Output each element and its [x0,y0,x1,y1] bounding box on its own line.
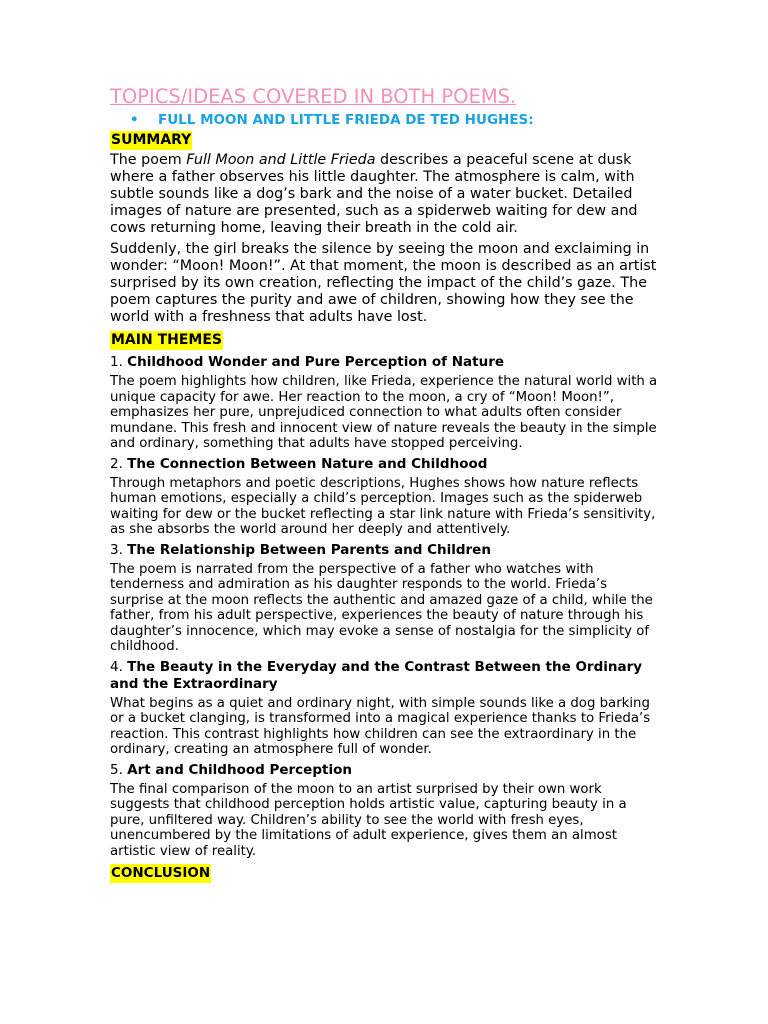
theme-heading [110,659,662,693]
conclusion-heading: CONCLUSION [111,865,211,881]
theme-text: The final comparison of the moon to an artist surprised by their own work suggests that childhood perception holds artistic value, capturing beauty in a pure, unfiltered way. Children’s ability to see the world with fresh eyes, unencumbered by the limitations of adult experience, gives them an almost artistic view of reality. [110,781,627,859]
theme-number: 4. [110,658,128,675]
theme-heading [110,542,662,559]
summary-p1-body: describes a peaceful scene at dusk where a father observes his little daughter. The atmosphere is calm, with subtle sounds like a dog’s bark and the noise of a water bucket. Detailed images of nature are presented, such as a spiderweb waiting for dew and cows returning home, leaving their breath in the cold air. [110,152,638,236]
summary-paragraph-1 [110,152,662,237]
theme-text: The poem is narrated from the perspective of a father who watches with tenderness and admiration as his daughter responds to the world. Frieda’s surprise at the moon reflects the authentic and amazed gaze of a child, while the father, from his adult perspective, experiences the beauty of nature through his daughter’s innocence, which may evoke a sense of nostalgia for the simplicity of childhood. [110,561,653,654]
summary-section [110,129,662,326]
summary-heading: SUMMARY [111,132,192,148]
theme-item [110,354,662,452]
theme-heading [110,762,662,779]
theme-title: The Relationship Between Parents and Children [127,541,491,558]
theme-number: 5. [110,761,128,778]
theme-number: 1. [110,354,128,370]
theme-item [110,542,662,655]
theme-title: Art and Childhood Perception [127,761,352,778]
theme-number: 3. [110,541,128,558]
poem-bullet [130,111,662,129]
theme-item [110,659,662,758]
document-title: TOPICS/IDEAS COVERED IN BOTH POEMS. [110,85,517,108]
theme-item [110,762,662,860]
theme-text: Through metaphors and poetic descriptions, Hughes shows how nature reflects human emotions, especially a child’s perception. Images such as the spiderweb waiting for dew or the bucket reflecting a star link nature with Frieda’s sensitivity, as she absorbs the world around her deeply and attentively. [110,475,656,537]
theme-text: What begins as a quiet and ordinary night, with simple sounds like a dog barking or a bucket clanging, is transformed into a magical experience thanks to Frieda’s reaction. This contrast highlights how children can see the extraordinary in the ordinary, creating an atmosphere full of wonder. [110,695,651,757]
theme-number: 2. [110,455,128,472]
conclusion-section [110,862,662,883]
document-page [110,84,662,883]
summary-paragraph-2: Suddenly, the girl breaks the silence by seeing the moon and exclaiming in wonder: “Moon! Moon!”. At that moment, the moon is described as an artist surprised by its own creation, reflecting the impact of the child’s gaze. The poem captures the purity and awe of children, showing how they see the world with a freshness that adults have lost. [110,241,657,325]
poem-bullet-text: FULL MOON AND LITTLE FRIEDA DE TED HUGHES: [158,112,534,128]
bullet-icon: • [130,112,139,128]
poem-title-italic: Full Moon and Little Frieda [186,152,376,168]
theme-title: The Connection Between Nature and Childhood [127,455,488,472]
summary-p1-intro: The poem [110,152,187,168]
theme-title: Childhood Wonder and Pure Perception of Nature [127,354,505,370]
theme-text: The poem highlights how children, like Frieda, experience the natural world with a unique capacity for awe. Her reaction to the moon, a cry of “Moon! Moon!”, emphasizes her pure, unprejudiced connection to what adults often consider mundane. This fresh and innocent view of nature reveals the beauty in the simple and ordinary, something that adults have stopped perceiving. [110,374,658,451]
theme-title: The Beauty in the Everyday and the Contrast Between the Ordinary and the Extraordinary [110,658,643,692]
main-themes-section [110,329,662,859]
theme-heading [110,456,662,473]
theme-item [110,456,662,538]
main-themes-heading: MAIN THEMES [111,332,222,348]
theme-heading [110,354,662,371]
